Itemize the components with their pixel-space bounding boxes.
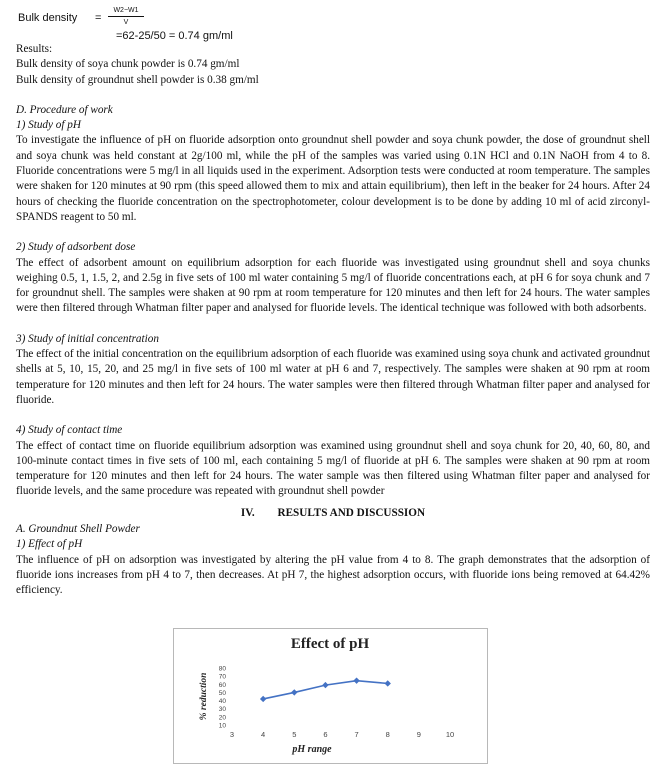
subsection-title: 1) Study of pH [16,119,81,132]
subsection-title: 3) Study of initial concentration [16,332,159,345]
subsection-title: 4) Study of contact time [16,424,123,437]
x-tick-label: 3 [229,730,235,739]
ph-effect-chart [173,628,488,764]
x-tick-label: 7 [354,730,359,739]
paragraph: The effect of adsorbent amount on equilibrium adsorption for each fluoride was investigated using groundnut shell and soya chunks weighing 0.5, 1, 1.5, 2, and 2.5g in five sets of 100 ml water containing 5 mg/l of fluoride concentrations each, at pH 6 for soya chunk and 7 for groundnut shell. The samples were shaken at 90 rpm at room temperature for 120 minutes and then left for 24 hours. The water samples were then filtered through Whatman filter paper and analysed for fluoride levels. The identical technique was followed with both adsorbents. [16,256,650,315]
data-point [385,680,391,686]
chart-title: Effect of pH [290,636,370,652]
paragraph: The effect of contact time on fluoride equilibrium adsorption was examined using groundnut shell and soya chunk for 20, 40, 60, 80, and 100-minute contact times in five sets of 100 ml, each containing 5 mg/l of fluoride at pH 6. The samples were shaken at 90 rpm at room temperature for 120 minutes and then left for 24 hours. The water sample was then filtered using Whatman filter paper and analysed for fluoride levels, and the same procedure was repeated with groundnut shell powder [16,439,650,498]
results-heading: Results: [16,43,53,55]
y-tick-label: 50 [218,689,226,697]
formula-fraction [108,6,144,27]
results-line: Bulk density of groundnut shell powder is 0.38 gm/ml [16,73,259,86]
results-line: Bulk density of soya chunk powder is 0.74 gm/ml [16,58,240,71]
subsection-title: A. Groundnut Shell Powder [16,523,140,536]
data-point [353,677,359,683]
y-tick-label: 20 [218,714,226,722]
paper-page [16,4,650,599]
chart-svg [174,629,487,763]
x-axis-label: pH range [292,744,332,755]
paragraph: To investigate the influence of pH on fluoride adsorption onto groundnut shell powder and soya chunk powder, the dose of groundnut shell and soya chunk was held constant at 2g/100 ml, while the pH of the samples was varied using 0.1N HCl and 0.1N NaOH from 4 to 8. Fluoride concentrations were 5 mg/l in all liquids used in the experiment. Adsorption tests were conducted at room temperature. The samples were shaken for 120 minutes at 90 rpm (this speed allowed them to mix and attain equilibrium), then left in the beaker for 24 hours. After 24 hours of checking the fluoride concentration on the spectrophotometer, colour development is to be done by adding 10 ml of acid zirconyl-SPANDS reagent to 50 ml. [16,134,650,223]
y-tick-label: 80 [218,665,226,673]
y-tick-label: 60 [218,681,226,689]
formula-label: Bulk density [18,12,78,24]
x-tick-label: 10 [445,730,455,739]
results-block [16,42,650,88]
section-number: IV. [240,506,255,519]
y-tick-label: 30 [218,706,226,714]
formula-numerator: W2−W1 [108,6,144,17]
paragraph: The effect of the initial concentration on the equilibrium adsorption of each fluoride was examined using soya chunk and activated groundnut shells at 5, 10, 15, 20, and 25 mg/l in five sets of 100 ml water at pH 6 and 7, respectively. The samples were shaken at 90 rpm at room temperature for 120 minutes and then left for 24 hours. The water samples were then filtered through Whatman filter paper and analysed for fluoride. [16,348,650,406]
data-point [322,682,328,688]
section-title: RESULTS AND DISCUSSION [277,506,426,519]
section-heading-results [16,506,650,521]
formula-calculation: =62-25/50 = 0.74 gm/ml [116,30,233,42]
subsection-title: 2) Study of adsorbent dose [16,241,136,254]
data-point [291,689,297,695]
x-tick-label: 5 [292,730,297,739]
paragraph: The influence of pH on adsorption was investigated by altering the pH value from 4 to 8. The graph demonstrates that the adsorption of fluoride ions increases from pH 4 to 7, then decreases. At pH 7, the highest adsorption occurs, with fluoride ions being removed at 64.42% efficiency. [16,553,650,597]
x-tick-label: 4 [261,730,266,739]
x-tick-label: 8 [385,730,390,739]
y-axis-label: % reduction [199,672,209,721]
y-tick-label: 40 [218,698,226,706]
x-tick-label: 9 [416,730,421,739]
data-point [260,696,266,702]
subsection-title: 1) Effect of pH [16,538,83,551]
x-tick-label: 6 [323,730,328,739]
bulk-density-formula [16,4,650,42]
y-tick-label: 10 [218,722,226,730]
section-heading: D. Procedure of work [16,103,113,116]
y-tick-label: 70 [218,673,226,681]
formula-equals: = [95,12,102,24]
formula-denominator: V [123,19,129,26]
